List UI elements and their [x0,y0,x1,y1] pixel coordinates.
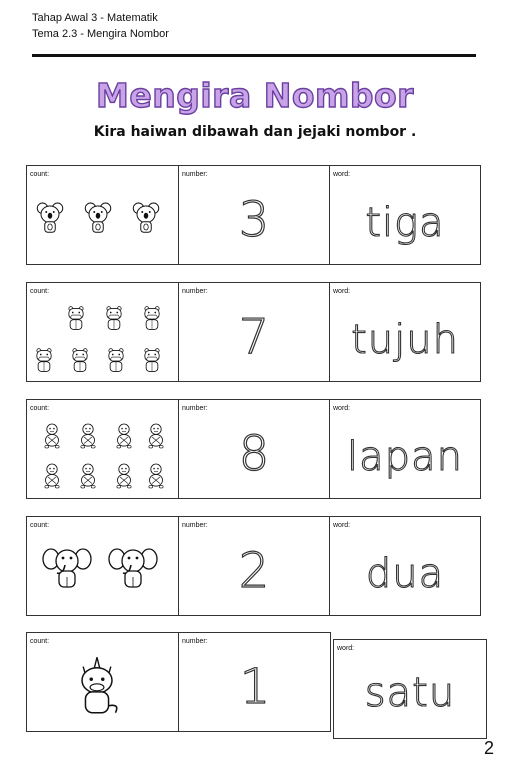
count-label: count: [30,288,50,295]
number-label: number: [182,522,208,529]
turtle-icon [75,418,101,456]
turtle-icon [111,418,137,456]
koala-icon [83,198,113,238]
count-label: count: [30,405,50,412]
number-trace[interactable]: 2 [238,543,270,599]
instruction-text: Kira haiwan dibawah dan jejaki nombor . [93,124,417,140]
word-trace[interactable]: tujuh [351,317,459,363]
turtle-icon [143,418,169,456]
animal-group [27,180,178,264]
number-cell[interactable] [179,633,331,731]
exercise-row-5 [26,632,331,732]
turtle-icon [39,418,65,456]
turtle-icon [143,458,169,496]
count-cell [27,517,179,615]
number-trace[interactable]: 8 [238,426,270,482]
word-label: word: [333,171,351,178]
number-trace[interactable]: 3 [238,192,270,248]
word-cell[interactable] [330,517,480,615]
number-trace[interactable]: 1 [239,659,271,715]
hippo-icon [101,299,127,339]
number-cell[interactable] [179,517,330,615]
word-trace[interactable]: tiga [365,200,445,246]
page-title: Mengira Nombor [96,76,414,115]
count-label: count: [30,171,50,178]
animal-group [27,647,178,731]
word-cell[interactable] [330,400,480,498]
number-label: number: [182,638,208,645]
count-label: count: [30,522,50,529]
count-label: count: [30,638,50,645]
exercise-row-3 [26,399,481,499]
elephant-icon [105,545,161,589]
animal-group [27,297,178,381]
koala-icon [131,198,161,238]
word-cell[interactable] [330,283,480,381]
hippo-icon [31,341,57,381]
unicorn-icon [69,655,125,715]
turtle-icon [75,458,101,496]
hippo-icon [67,341,93,381]
word-label: word: [333,405,351,412]
header-line-2: Tema 2.3 - Mengira Nombor [32,28,169,40]
count-cell [27,166,179,264]
number-trace[interactable]: 7 [238,309,270,365]
exercise-row-4 [26,516,481,616]
word-label: word: [333,288,351,295]
hippo-icon [103,341,129,381]
word-trace[interactable]: dua [365,551,445,597]
count-cell [27,400,179,498]
hippo-icon [63,299,89,339]
word-label: word: [337,645,355,652]
turtle-icon [39,458,65,496]
elephant-icon [39,545,95,589]
animal-group [27,531,178,615]
word-trace[interactable]: lapan [347,434,463,480]
exercise-row-2 [26,282,481,382]
word-cell[interactable] [333,639,487,739]
koala-icon [35,198,65,238]
hippo-icon [139,299,165,339]
number-cell[interactable] [179,166,330,264]
word-trace[interactable]: satu [364,670,456,716]
header-divider [32,54,476,57]
hippo-icon [139,341,165,381]
number-label: number: [182,288,208,295]
exercise-row-1 [26,165,481,265]
number-label: number: [182,405,208,412]
animal-group [27,414,178,498]
number-cell[interactable] [179,400,330,498]
page-number: 2 [483,738,494,758]
header-line-1: Tahap Awal 3 - Matematik [32,12,158,24]
count-cell [27,283,179,381]
turtle-icon [111,458,137,496]
number-cell[interactable] [179,283,330,381]
number-label: number: [182,171,208,178]
word-cell[interactable] [330,166,480,264]
word-label: word: [333,522,351,529]
count-cell [27,633,179,731]
